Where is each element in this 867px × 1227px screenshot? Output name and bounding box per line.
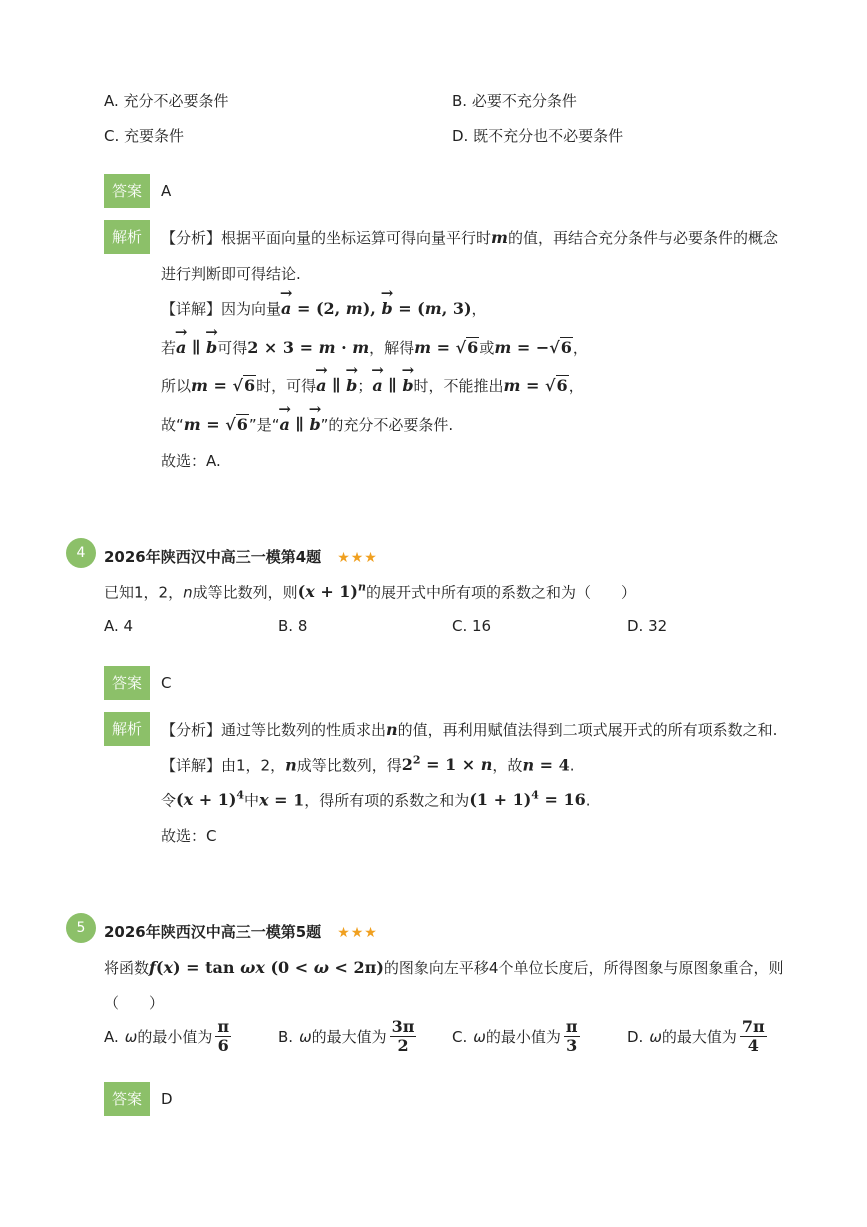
- question-stem: 将函数f(x) = tan ωx (0 < ω < 2π)的图象向左平移4个单位长度后，所得图象与原图象重合，则: [104, 958, 784, 977]
- option-a[interactable]: A. 充分不必要条件: [104, 92, 229, 110]
- answer-value: A: [161, 182, 172, 200]
- question-header: [104, 921, 378, 942]
- analysis-line: 【分析】通过等比数列的性质求出n的值，再利用赋值法得到二项式展开式的所有项系数之和.: [161, 720, 778, 739]
- option-d[interactable]: D. 32: [627, 617, 668, 635]
- option-d[interactable]: D. ω 的最大值为 $\frac{7\pi}{4}$: [627, 1017, 765, 1055]
- detail-line: 令$(x + 1)^4$中x = 1，得所有项的系数之和为$(1 + 1)^4 = 16$.: [161, 789, 591, 810]
- option-a[interactable]: A. ω 的最小值为 $\frac{\pi}{6}$: [104, 1017, 230, 1055]
- analysis-tag: 解析: [104, 220, 150, 254]
- detail-line: 若→ a ∥ → b可得2 × 3 = m · m，解得m = √6或m = −√6，: [161, 336, 588, 358]
- question-header: [104, 546, 378, 567]
- difficulty-stars: ★★★: [337, 550, 378, 566]
- answer-tag: 答案: [104, 1082, 150, 1116]
- answer-tag: 答案: [104, 666, 150, 700]
- question-stem-paren: （ ）: [104, 994, 165, 1012]
- option-b[interactable]: B. ω 的最大值为 $\frac{3\pi}{2}$: [278, 1017, 415, 1055]
- option-b[interactable]: B. 8: [278, 617, 308, 635]
- question-stem: 已知1，2，n成等比数列，则$(x + 1)^n$的展开式中所有项的系数之和为（ ）: [104, 581, 637, 602]
- analysis-tag: 解析: [104, 712, 150, 746]
- option-a[interactable]: A. 4: [104, 617, 134, 635]
- question-title: 2026年陕西汉中高三一模第5题: [104, 923, 322, 941]
- difficulty-stars: ★★★: [337, 925, 378, 941]
- answer-tag: 答案: [104, 174, 150, 208]
- detail-line: 【详解】由1，2，n成等比数列，得$2^2 = 1 \times n$，故n = 4.: [161, 754, 575, 775]
- analysis-line: 进行判断即可得结论.: [161, 265, 301, 283]
- option-c[interactable]: C. 充要条件: [104, 127, 185, 145]
- option-c[interactable]: C. ω 的最小值为 $\frac{\pi}{3}$: [452, 1017, 578, 1055]
- conclusion: 故选：C: [161, 827, 217, 845]
- question-title: 2026年陕西汉中高三一模第4题: [104, 548, 322, 566]
- analysis-line: 【分析】根据平面向量的坐标运算可得向量平行时m的值，再结合充分条件与必要条件的概念: [161, 228, 778, 247]
- option-b[interactable]: B. 必要不充分条件: [452, 92, 577, 110]
- answer-value: C: [161, 674, 172, 692]
- question-number-badge: 5: [66, 913, 96, 943]
- detail-line: 故“m = √6”是“→ a ∥ → b”的充分不必要条件.: [161, 413, 453, 435]
- answer-value: D: [161, 1090, 173, 1108]
- option-d[interactable]: D. 既不充分也不必要条件: [452, 127, 624, 145]
- detail-line: 所以m = √6时，可得→ a ∥ → b；→ a ∥ → b时，不能推出m = √6，: [161, 374, 584, 396]
- option-c[interactable]: C. 16: [452, 617, 492, 635]
- conclusion: 故选：A.: [161, 452, 221, 470]
- question-number-badge: 4: [66, 538, 96, 568]
- detail-line: 【详解】因为向量→ a = (2, m), → b = (m, 3)，: [161, 297, 487, 319]
